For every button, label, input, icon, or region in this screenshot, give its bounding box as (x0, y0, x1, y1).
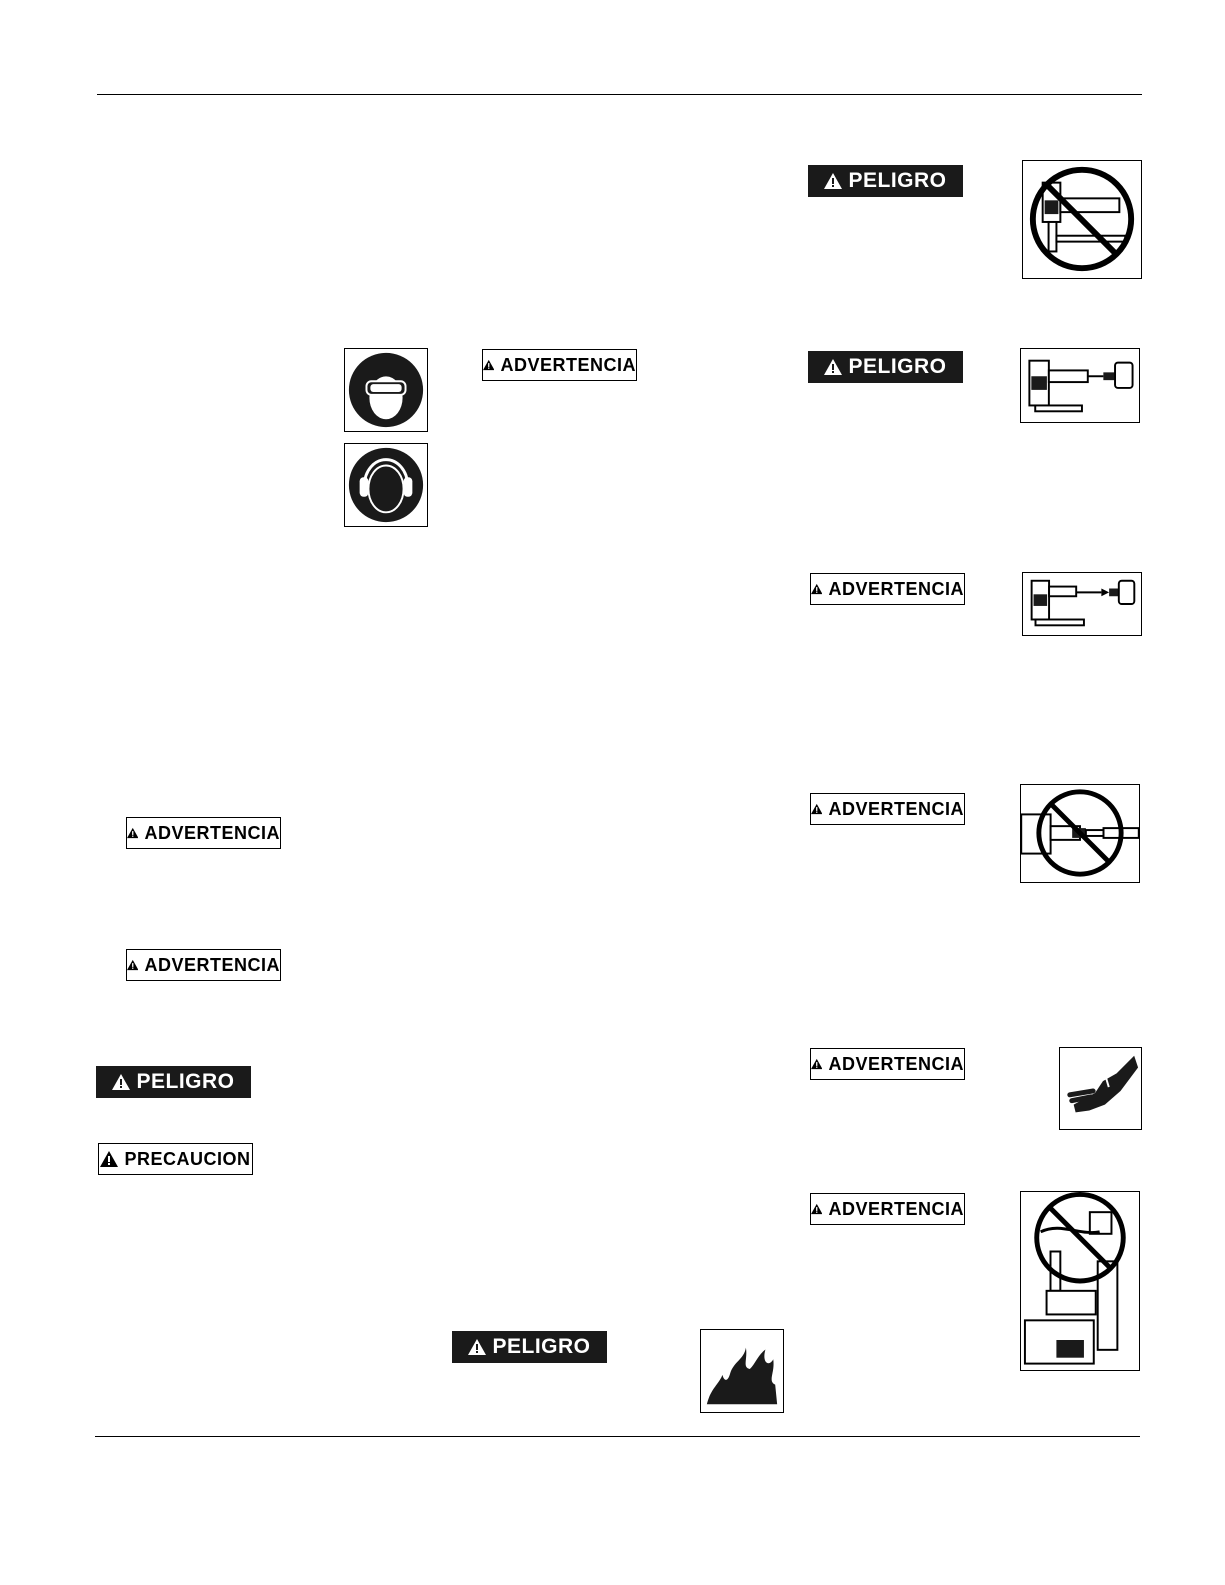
danger-label: PELIGRO (136, 1070, 235, 1093)
danger-triangle-icon (824, 173, 842, 189)
hand-injury-icon (1059, 1047, 1142, 1130)
danger-badge (96, 1066, 251, 1098)
warning-badge (126, 949, 281, 981)
fire-icon (700, 1329, 784, 1413)
danger-label: PELIGRO (848, 355, 947, 378)
warning-triangle-icon (127, 825, 138, 841)
warning-badge (126, 817, 281, 849)
danger-triangle-icon (468, 1339, 486, 1355)
danger-label: PELIGRO (848, 169, 947, 192)
eye-protection-icon (344, 348, 428, 432)
connect-air-icon (1022, 572, 1142, 636)
danger-triangle-icon (824, 359, 842, 375)
danger-badge (452, 1331, 607, 1363)
warning-triangle-icon (811, 1201, 822, 1217)
danger-label: PELIGRO (492, 1335, 591, 1358)
danger-badge (808, 165, 963, 197)
warning-label: ADVERTENCIA (828, 1053, 964, 1074)
disconnect-air-icon (1020, 348, 1140, 423)
warning-label: ADVERTENCIA (828, 798, 964, 819)
no-fitting-icon (1020, 784, 1140, 883)
warning-badge (810, 1193, 965, 1225)
warning-triangle-icon (811, 581, 822, 597)
warning-label: ADVERTENCIA (500, 354, 636, 375)
warning-triangle-icon (127, 957, 138, 973)
hearing-protection-icon (344, 443, 428, 527)
danger-badge (808, 351, 963, 383)
warning-badge (482, 349, 637, 381)
warning-triangle-icon (811, 1056, 822, 1072)
warning-badge (810, 573, 965, 605)
warning-label: ADVERTENCIA (828, 1198, 964, 1219)
warning-triangle-icon (811, 801, 822, 817)
warning-triangle-icon (483, 357, 494, 373)
caution-label: PRECAUCION (124, 1148, 251, 1169)
caution-badge (98, 1143, 253, 1175)
warning-badge (810, 793, 965, 825)
no-nailer-icon (1022, 160, 1142, 279)
header-rule (97, 94, 1142, 95)
caution-triangle-icon (100, 1151, 118, 1167)
danger-triangle-icon (112, 1074, 130, 1090)
warning-label: ADVERTENCIA (828, 578, 964, 599)
warning-label: ADVERTENCIA (144, 822, 280, 843)
no-hose-icon (1020, 1191, 1140, 1371)
warning-label: ADVERTENCIA (144, 954, 280, 975)
footer-rule (95, 1436, 1140, 1437)
warning-badge (810, 1048, 965, 1080)
